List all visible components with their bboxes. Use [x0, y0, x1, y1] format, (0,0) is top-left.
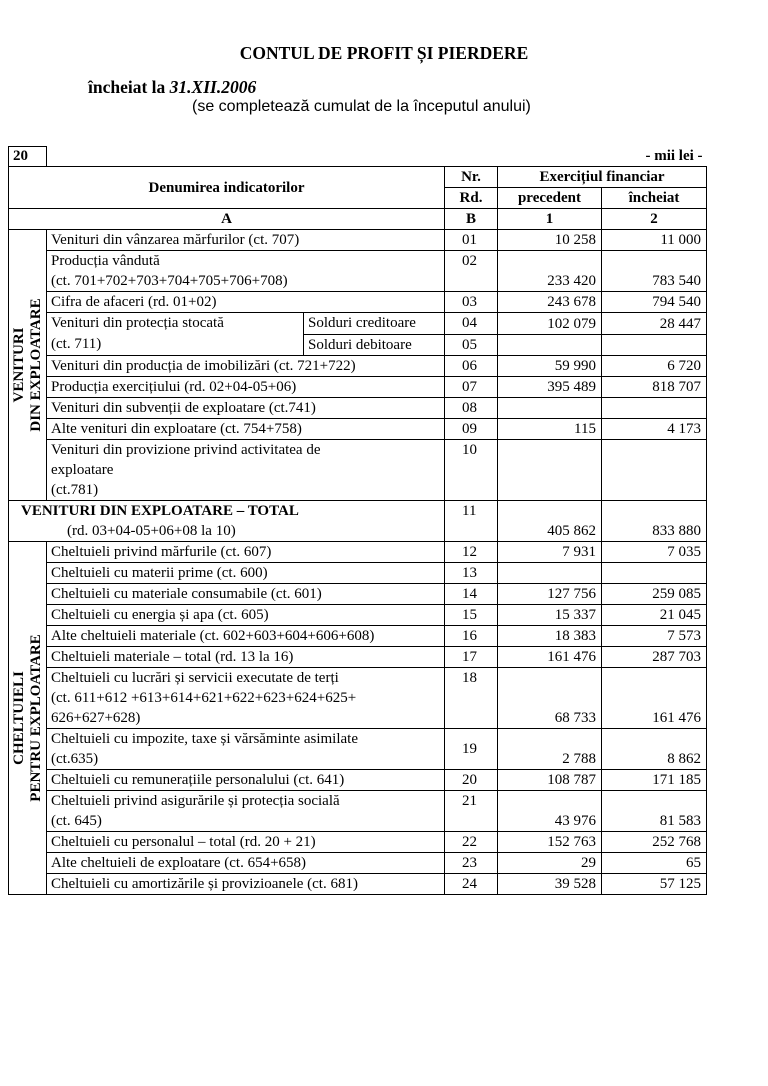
profit-loss-table: [8, 146, 707, 895]
value-current: 21 045: [602, 605, 707, 626]
row-label: Cheltuieli privind mărfurile (ct. 607): [47, 542, 445, 563]
value-prev: [498, 563, 602, 584]
row-label: Producția exercițiului (rd. 02+04-05+06): [47, 377, 445, 398]
table-row: [9, 729, 707, 770]
value-prev: 115: [498, 419, 602, 440]
value-current: 171 185: [602, 770, 707, 791]
value-prev: [498, 440, 602, 501]
row-label: Alte venituri din exploatare (ct. 754+758): [47, 419, 445, 440]
idx-b: B: [445, 209, 498, 230]
row-label: Venituri din provizione privind activitatea de exploatare (ct.781): [47, 440, 445, 501]
row-sublabel: Solduri creditoare: [304, 313, 445, 335]
row-number: 22: [445, 832, 498, 853]
value-prev: 10 258: [498, 230, 602, 251]
row-label: Venituri din protecția stocată (ct. 711): [47, 313, 304, 356]
row-label: Venituri din vânzarea mărfurilor (ct. 707): [47, 230, 445, 251]
row-number: 16: [445, 626, 498, 647]
table-row-total: [9, 501, 707, 542]
value-current: 81 583: [602, 791, 707, 832]
row-label: Alte cheltuieli materiale (ct. 602+603+604+606+608): [47, 626, 445, 647]
value-current: 252 768: [602, 832, 707, 853]
row-label: Cheltuieli cu remunerațiile personalului (ct. 641): [47, 770, 445, 791]
table-top-row: [9, 147, 707, 167]
row-number: 09: [445, 419, 498, 440]
row-label: Cheltuieli privind asigurările și protecția socială (ct. 645): [47, 791, 445, 832]
value-current: 833 880: [602, 501, 707, 542]
row-number: 15: [445, 605, 498, 626]
table-row: [9, 419, 707, 440]
table-row: [9, 791, 707, 832]
table-row: [9, 542, 707, 563]
row-number: 07: [445, 377, 498, 398]
idx-1: 1: [498, 209, 602, 230]
table-row: [9, 605, 707, 626]
value-prev: [498, 398, 602, 419]
value-current: 6 720: [602, 356, 707, 377]
value-prev: 161 476: [498, 647, 602, 668]
section-costs-line1: CHELTUIELI: [10, 671, 27, 765]
row-label: Cheltuieli cu lucrări și servicii executate de terți (ct. 611+612 +613+614+621+622+623+624+625+ 626+627+628): [47, 668, 445, 729]
value-prev: 68 733: [498, 668, 602, 729]
row-number: 06: [445, 356, 498, 377]
value-prev: 405 862: [498, 501, 602, 542]
row-number: 14: [445, 584, 498, 605]
table-row: [9, 647, 707, 668]
idx-a: A: [9, 209, 445, 230]
row-label: VENITURI DIN EXPLOATARE – TOTAL (rd. 03+04-05+06+08 la 10): [9, 501, 445, 542]
row-number: 11: [445, 501, 498, 542]
col-header-closed: încheiat: [602, 188, 707, 209]
value-prev: 15 337: [498, 605, 602, 626]
value-current: 8 862: [602, 729, 707, 770]
value-prev: 7 931: [498, 542, 602, 563]
row-number: 08: [445, 398, 498, 419]
row-number: 04: [445, 313, 498, 335]
value-current: [602, 398, 707, 419]
table-row: [9, 832, 707, 853]
value-current: 11 000: [602, 230, 707, 251]
value-current: 818 707: [602, 377, 707, 398]
table-row: [9, 770, 707, 791]
value-current: 65: [602, 853, 707, 874]
section-revenue-line1: VENITURI: [10, 327, 27, 403]
row-number: 17: [445, 647, 498, 668]
value-prev: 152 763: [498, 832, 602, 853]
col-header-name: Denumirea indicatorilor: [9, 167, 445, 209]
value-current: 783 540: [602, 251, 707, 292]
subtitle-prefix: încheiat la: [88, 77, 170, 97]
value-prev: 29: [498, 853, 602, 874]
value-prev: 395 489: [498, 377, 602, 398]
row-label: Cheltuieli cu amortizările și provizioanele (ct. 681): [47, 874, 445, 895]
value-current: 7 573: [602, 626, 707, 647]
table-row: [9, 626, 707, 647]
value-prev: 127 756: [498, 584, 602, 605]
row-number: 12: [445, 542, 498, 563]
value-current: 161 476: [602, 668, 707, 729]
table-row: [9, 230, 707, 251]
section-costs-label: [9, 542, 47, 895]
table-row: [9, 563, 707, 584]
col-header-rd: Rd.: [445, 188, 498, 209]
form-code: 20: [9, 147, 47, 167]
unit-label: - mii lei -: [47, 147, 707, 167]
value-prev: [498, 334, 602, 356]
header-row-1: [9, 167, 707, 188]
col-header-exercise: Exercițiul financiar: [498, 167, 707, 188]
row-label: Producția vândută (ct. 701+702+703+704+705+706+708): [47, 251, 445, 292]
value-current: 28 447: [602, 313, 707, 335]
row-number: 19: [445, 729, 498, 770]
value-current: 287 703: [602, 647, 707, 668]
value-current: 794 540: [602, 292, 707, 313]
row-label: Venituri din producția de imobilizări (ct. 721+722): [47, 356, 445, 377]
value-prev: 59 990: [498, 356, 602, 377]
section-revenue-line2: DIN EXPLOATARE: [27, 298, 44, 432]
value-prev: 43 976: [498, 791, 602, 832]
row-number: 18: [445, 668, 498, 729]
value-current: [602, 563, 707, 584]
row-label: Cheltuieli materiale – total (rd. 13 la 16): [47, 647, 445, 668]
value-prev: 18 383: [498, 626, 602, 647]
table-row: [9, 398, 707, 419]
table-row: [9, 377, 707, 398]
value-current: [602, 334, 707, 356]
value-prev: 243 678: [498, 292, 602, 313]
row-number: 05: [445, 334, 498, 356]
row-label: Alte cheltuieli de exploatare (ct. 654+658): [47, 853, 445, 874]
row-number: 02: [445, 251, 498, 292]
value-prev: 108 787: [498, 770, 602, 791]
header-index-row: [9, 209, 707, 230]
row-label: Cheltuieli cu materiale consumabile (ct. 601): [47, 584, 445, 605]
row-number: 23: [445, 853, 498, 874]
value-prev: 39 528: [498, 874, 602, 895]
row-number: 13: [445, 563, 498, 584]
value-current: 57 125: [602, 874, 707, 895]
row-number: 24: [445, 874, 498, 895]
row-label: Cheltuieli cu materii prime (ct. 600): [47, 563, 445, 584]
row-number: 20: [445, 770, 498, 791]
row-sublabel: Solduri debitoare: [304, 334, 445, 356]
value-current: 259 085: [602, 584, 707, 605]
row-number: 21: [445, 791, 498, 832]
table-row: [9, 584, 707, 605]
value-prev: 233 420: [498, 251, 602, 292]
report-note: (se completează cumulat de la începutul anului): [192, 98, 531, 115]
value-prev: 102 079: [498, 313, 602, 335]
idx-2: 2: [602, 209, 707, 230]
value-current: 4 173: [602, 419, 707, 440]
row-label: Cheltuieli cu impozite, taxe și vărsăminte asimilate (ct.635): [47, 729, 445, 770]
row-number: 10: [445, 440, 498, 501]
table-row: [9, 251, 707, 292]
value-prev: 2 788: [498, 729, 602, 770]
row-number: 01: [445, 230, 498, 251]
table-row: [9, 668, 707, 729]
col-header-prev: precedent: [498, 188, 602, 209]
row-label: Cheltuieli cu energia și apa (ct. 605): [47, 605, 445, 626]
section-costs-line2: PENTRU EXPLOATARE: [27, 634, 44, 802]
row-label: Venituri din subvenții de exploatare (ct.741): [47, 398, 445, 419]
row-label: Cifra de afaceri (rd. 01+02): [47, 292, 445, 313]
row-number: 03: [445, 292, 498, 313]
table-row: [9, 313, 707, 335]
col-header-nr: Nr.: [445, 167, 498, 188]
report-subtitle: [88, 77, 256, 98]
table-row: [9, 356, 707, 377]
table-row: [9, 853, 707, 874]
table-row: [9, 874, 707, 895]
page-title: CONTUL DE PROFIT ȘI PIERDERE: [239, 43, 529, 63]
table-row: [9, 292, 707, 313]
report-date: 31.XII.2006: [169, 77, 257, 97]
value-current: [602, 440, 707, 501]
row-label: Cheltuieli cu personalul – total (rd. 20 + 21): [47, 832, 445, 853]
value-current: 7 035: [602, 542, 707, 563]
section-revenue-label: [9, 230, 47, 501]
table-row: [9, 440, 707, 501]
